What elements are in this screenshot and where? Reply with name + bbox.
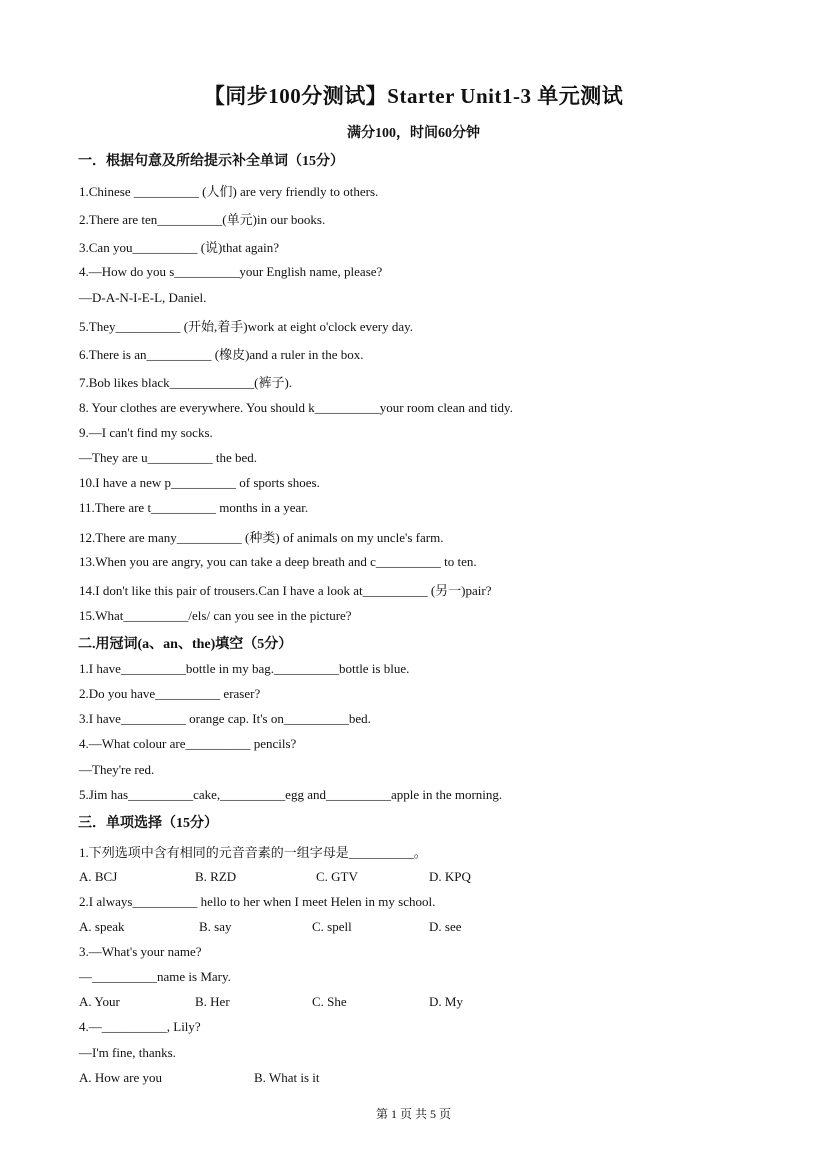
option-a: A. speak [79,919,125,934]
section-1-line: 4.—How do you s__________your English name, please? [79,264,383,279]
section-2-line: 2.Do you have__________ eraser? [79,686,261,701]
option-c: C. GTV [316,869,358,884]
option-a: A. BCJ [79,869,118,884]
question-2-stem: 2.I always__________ hello to her when I meet Helen in my school. [79,894,436,909]
section-2-heading: 二.用冠词(a、an、the)填空（5分） [78,637,293,652]
option-b: B. Her [195,994,230,1009]
option-d: D. KPQ [429,869,471,884]
section-2-line: 4.—What colour are__________ pencils? [79,736,297,751]
page-footer: 第 1 页 共 5 页 [375,1107,451,1121]
option-b: B. RZD [195,869,237,884]
page-title: 【同步100分测试】Starter Unit1-3 单元测试 [203,84,624,108]
question-4-stem: 4.—__________, Lily? [79,1019,201,1034]
option-a: A. Your [79,994,120,1009]
option-c: C. She [312,994,347,1009]
section-1-line: 14.I don't like this pair of trousers.Can I have a look at__________ (另一)pair? [79,583,492,598]
section-1-line: 11.There are t__________ months in a year. [79,500,309,515]
question-4-stem-reply: —I'm fine, thanks. [79,1045,176,1060]
question-1-stem: 1.下列选项中含有相同的元音音素的一组字母是__________。 [79,845,427,860]
section-2-line: 5.Jim has__________cake,__________egg and__________apple in the morning. [79,787,503,802]
option-c: C. spell [312,919,352,934]
question-3-stem-reply: —__________name is Mary. [79,969,231,984]
section-2-line: 1.I have__________bottle in my bag.__________bottle is blue. [79,661,410,676]
section-1-line: 15.What__________/els/ can you see in the picture? [79,608,352,623]
section-1-heading: 一．根据句意及所给提示补全单词（15分） [78,154,344,169]
page-subtitle: 满分100，时间60分钟 [347,126,480,141]
section-1-line: 6.There is an__________ (橡皮)and a ruler in the box. [79,347,364,362]
section-1-line: 10.I have a new p__________ of sports shoes. [79,475,320,490]
option-b: B. say [199,919,232,934]
section-1-line: 13.When you are angry, you can take a deep breath and c__________ to ten. [79,554,477,569]
section-1-line: —D-A-N-I-E-L, Daniel. [79,290,207,305]
section-1-line: —They are u__________ the bed. [79,450,257,465]
section-1-line: 7.Bob likes black_____________(裤子). [79,375,293,390]
option-b: B. What is it [254,1070,320,1085]
section-1-line: 9.—I can't find my socks. [79,425,213,440]
section-3-heading: 三．单项选择（15分） [78,816,218,831]
option-d: D. see [429,919,462,934]
section-1-line: 8. Your clothes are everywhere. You should k__________your room clean and tidy. [79,400,513,415]
section-1-line: 5.They__________ (开始,着手)work at eight o'clock every day. [79,319,414,334]
question-3-stem: 3.—What's your name? [79,944,202,959]
section-2-line: —They're red. [79,762,155,777]
option-d: D. My [429,994,463,1009]
option-a: A. How are you [79,1070,163,1085]
section-1-line: 3.Can you__________ (说)that again? [79,240,280,255]
section-1-line: 2.There are ten__________(单元)in our books. [79,212,326,227]
section-1-line: 1.Chinese __________ (人们) are very friendly to others. [79,184,379,199]
section-2-line: 3.I have__________ orange cap. It's on__________bed. [79,711,371,726]
section-1-line: 12.There are many__________ (种类) of animals on my uncle's farm. [79,530,444,545]
